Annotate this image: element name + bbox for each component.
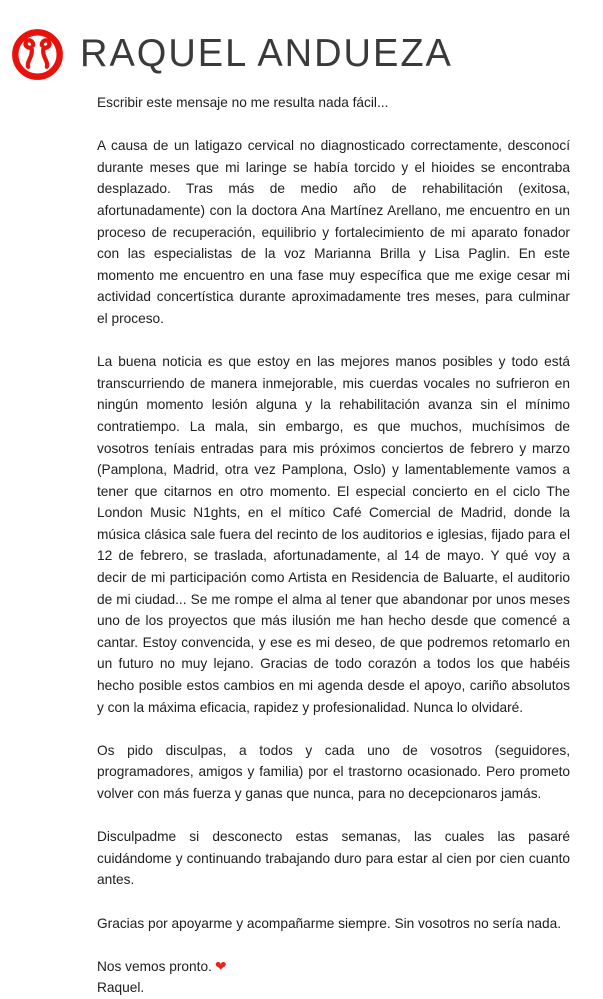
signoff-text: Nos vemos pronto. bbox=[97, 958, 212, 974]
heart-icon: ❤ bbox=[214, 957, 227, 974]
brand-title: RAQUEL ANDUEZA bbox=[80, 32, 453, 76]
letter-paragraph-injury: A causa de un latigazo cervical no diagnosticado correctamente, desconocí durante meses que mi laringe se había torcido y el hioides se encontraba desplazado. Tras más de medio año de rehabilitación (exitosa, afortunadamente) con la doctora Ana Martínez Arellano, me encuentro en un proceso de recuperación, equilibrio y fortalecimiento de mi aparato fonador con las especialistas de la voz Marianna Brilla y Lisa Paglin. En este momento me encuentro en una fase muy específica que me exige cesar mi actividad concertística durante aproximadamente tres meses, para culminar el proceso. bbox=[97, 138, 570, 326]
letter-paragraph-thanks: Gracias por apoyarme y acompañarme siempre. Sin vosotros no sería nada. bbox=[97, 915, 562, 931]
letter-paragraph-apology: Os pido disculpas, a todos y cada uno de vosotros (seguidores, programadores, amigos y familia) por el trastorno ocasionado. Pero prometo volver con más fuerza y ganas que nunca, para no decepcionaros jamás. bbox=[97, 742, 570, 801]
brand-logo-icon bbox=[10, 27, 65, 82]
letter-paragraph-disconnect: Disculpadme si desconecto estas semanas, las cuales las pasaré cuidándome y continuando trabajando duro para estar al cien por cien cuanto antes. bbox=[97, 829, 570, 888]
signoff-line bbox=[97, 956, 570, 978]
signature: Raquel. bbox=[97, 980, 145, 996]
brand-header bbox=[0, 0, 603, 82]
letter-paragraph-opening: Escribir este mensaje no me resulta nada fácil... bbox=[97, 95, 389, 110]
letter-paragraph-news: La buena noticia es que estoy en las mejores manos posibles y todo está transcurriendo de manera inmejorable, mis cuerdas vocales no sufrieron en ningún momento lesión alguna y la rehabilitación avanza sin el mínimo contratiempo. La mala, sin embargo, es que muchos, muchísimos de vosotros teníais entradas para mis próximos conciertos de febrero y marzo (Pamplona, Madrid, otra vez Pamplona, Oslo) y lamentablemente vamos a tener que citarnos en otro momento. El especial concierto en el ciclo The London Music N1ghts, en el mítico Café Comercial de Madrid, donde la música clásica sale fuera del recinto de los auditorios e iglesias, fijado para el 12 de febrero, se traslada, afortunadamente, al 14 de mayo. Y qué voy a decir de mi participación como Artista en Residencia de Baluarte, el auditorio de mi ciudad... Se me rompe el alma al tener que abandonar por unos meses uno de los proyectos que más ilusión me han hecho desde que comencé a cantar. Estoy convencida, y ese es mi deseo, de que podremos retomarlo en un futuro no muy lejano. Gracias de todo corazón a todos los que habéis hecho posible estos cambios en mi agenda desde el apoyo, cariño absolutos y con la máxima eficacia, rapidez y profesionalidad. Nunca lo olvidaré. bbox=[97, 354, 570, 715]
letter-body bbox=[97, 92, 570, 999]
